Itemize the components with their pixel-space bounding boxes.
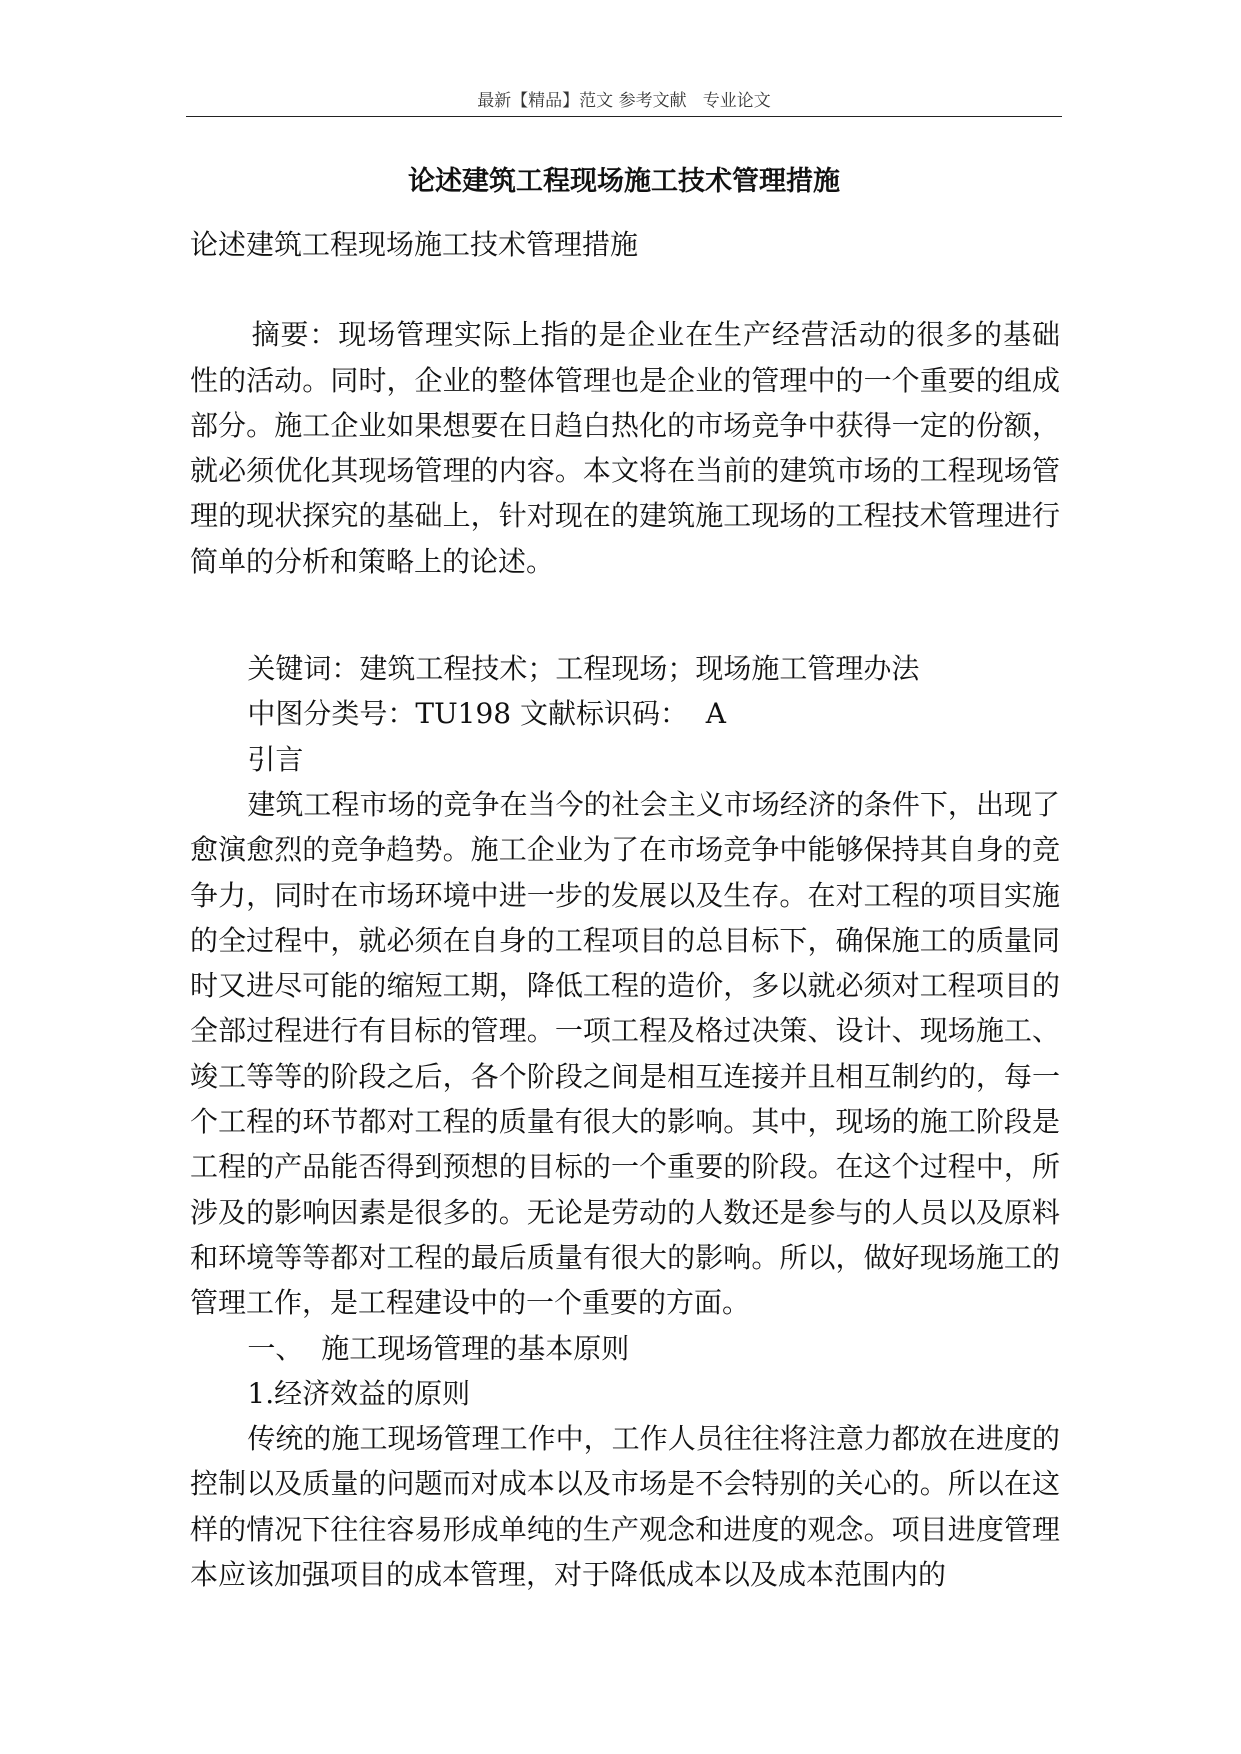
section-1-1-paragraph: 传统的施工现场管理工作中，工作人员往往将注意力都放在进度的控制以及质量的问题而对成本以及市场是不会特别的关心的。所以在这样的情况下往往容易形成单纯的生产观念和进度的观念。项目进度管理本应该加强项目的成本管理，对于降低成本以及成本范围内的	[190, 1422, 1060, 1592]
spacer	[190, 267, 1060, 312]
keywords-line: 关键词：建筑工程技术；工程现场；现场施工管理办法	[247, 652, 920, 686]
intro-paragraph: 建筑工程市场的竞争在当今的社会主义市场经济的条件下，出现了愈演愈烈的竞争趋势。施工企业为了在市场竞争中能够保持其自身的竞争力，同时在市场环境中进一步的发展以及生存。在对工程的项目实施的全过程中，就必须在自身的工程项目的总目标下，确保施工的质量同时又进尽可能的缩短工期，降低工程的造价，多以就必须对工程项目的全部过程进行有目标的管理。一项工程及格过决策、设计、现场施工、竣工等等的阶段之后，各个阶段之间是相互连接并且相互制约的，每一个工程的环节都对工程的质量有很大的影响。其中，现场的施工阶段是工程的产品能否得到预想的目标的一个重要的阶段。在这个过程中，所涉及的影响因素是很多的。无论是劳动的人数还是参与的人员以及原料和环境等等都对工程的最后质量有很大的影响。所以，做好现场施工的管理工作，是工程建设中的一个重要的方面。	[190, 787, 1060, 1320]
document-subtitle: 论述建筑工程现场施工技术管理措施	[190, 228, 639, 261]
page-header: 最新【精品】范文 参考文献 专业论文	[477, 91, 771, 111]
header-divider	[186, 116, 1062, 117]
spacer	[190, 584, 1060, 646]
document-title: 论述建筑工程现场施工技术管理措施	[408, 166, 840, 197]
classification-line: 中图分类号：TU198 文献标识码： A	[247, 697, 727, 731]
document-body	[190, 222, 1060, 1597]
section-heading-1-1: 1.经济效益的原则	[247, 1376, 471, 1410]
abstract-paragraph: 摘要：现场管理实际上指的是企业在生产经营活动的很多的基础性的活动。同时，企业的整体管理也是企业的管理中的一个重要的组成部分。施工企业如果想要在日趋白热化的市场竞争中获得一定的份额，就必须优化其现场管理的内容。本文将在当前的建筑市场的工程现场管理的现状探究的基础上，针对现在的建筑施工现场的工程技术管理进行简单的分析和策略上的论述。	[190, 318, 1060, 578]
section-heading-1: 一、 施工现场管理的基本原则	[247, 1331, 630, 1365]
intro-heading: 引言	[247, 742, 304, 776]
